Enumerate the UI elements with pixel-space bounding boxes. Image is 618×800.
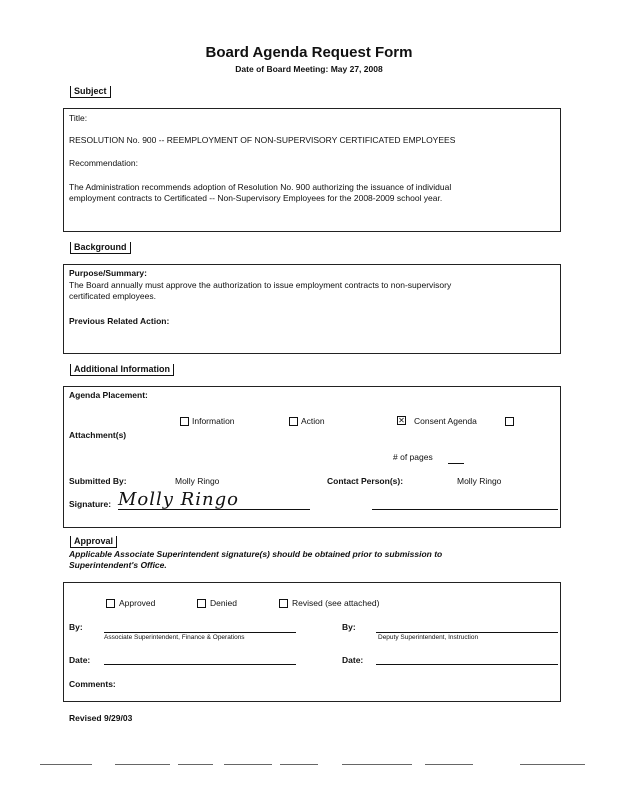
additional-info-tag: Additional Information [70,364,174,376]
scan-artifact-line [280,764,318,765]
subject-tag: Subject [70,86,111,98]
scan-artifact-line [425,764,473,765]
right-date-line[interactable] [376,664,558,665]
scan-artifact-line [224,764,272,765]
consent-agenda-option-label: Consent Agenda [414,416,477,426]
revised-option-label: Revised (see attached) [292,598,380,608]
denied-option-label: Denied [210,598,237,608]
action-checkbox[interactable] [289,417,298,426]
approved-option-label: Approved [119,598,156,608]
background-tag: Background [70,242,131,254]
recommendation-line-2: employment contracts to Certificated -- Non-Supervisory Employees for the 2008-2009 school year. [69,193,443,203]
contact-signature-line [372,509,558,510]
handwritten-signature: Molly Ringo [118,489,239,510]
right-by-label: By: [342,622,356,632]
meeting-date-value: May 27, 2008 [330,64,383,74]
pages-field[interactable] [448,463,464,464]
left-by-label: By: [69,622,83,632]
scan-artifact-line [342,764,412,765]
agenda-placement-label: Agenda Placement: [69,390,148,400]
signature-label: Signature: [69,499,112,509]
submitted-by-label: Submitted By: [69,476,127,486]
approval-note-line-1: Applicable Associate Superintendent signature(s) should be obtained prior to submission to [69,549,443,559]
purpose-line-2: certificated employees. [69,291,156,301]
approved-checkbox[interactable] [106,599,115,608]
signature-line [118,509,310,510]
recommendation-label: Recommendation: [69,158,138,168]
right-date-label: Date: [342,655,364,665]
revised-date: Revised 9/29/03 [69,713,133,723]
previous-action-label: Previous Related Action: [69,316,170,326]
approval-tag: Approval [70,536,117,548]
subject-box [63,108,561,232]
revised-checkbox[interactable] [279,599,288,608]
contact-person-label: Contact Person(s): [327,476,404,486]
attachments-label: Attachment(s) [69,430,127,440]
purpose-line-1: The Board annually must approve the authorization to issue employment contracts to non-supervisory [69,280,452,290]
recommendation-line-1: The Administration recommends adoption of Resolution No. 900 authorizing the issuance of individual [69,182,452,192]
form-title: Board Agenda Request Form [205,44,413,61]
left-date-label: Date: [69,655,91,665]
extra-checkbox[interactable] [505,417,514,426]
submitted-by-name: Molly Ringo [175,476,220,486]
approval-note-line-2: Superintendent's Office. [69,560,167,570]
title-text: RESOLUTION No. 900 -- REEMPLOYMENT OF NON-SUPERVISORY CERTIFICATED EMPLOYEES [69,135,456,145]
left-role-label: Associate Superintendent, Finance & Operations [104,634,245,641]
meeting-date-label: Date of Board Meeting: [235,64,329,74]
left-date-line[interactable] [104,664,296,665]
scan-artifact-line [115,764,170,765]
consent-agenda-checkbox[interactable]: ✕ [398,416,405,425]
scan-artifact-line [178,764,213,765]
title-label: Title: [69,113,88,123]
meeting-date-line [0,64,618,74]
scan-artifact-line [40,764,92,765]
pages-label: # of pages [393,452,433,462]
scan-artifact-line [520,764,585,765]
right-role-label: Deputy Superintendent, Instruction [378,634,479,641]
denied-checkbox[interactable] [197,599,206,608]
information-checkbox[interactable] [180,417,189,426]
action-option-label: Action [301,416,325,426]
contact-person-name: Molly Ringo [457,476,502,486]
comments-label: Comments: [69,679,116,689]
purpose-label: Purpose/Summary: [69,268,147,278]
information-option-label: Information [192,416,235,426]
